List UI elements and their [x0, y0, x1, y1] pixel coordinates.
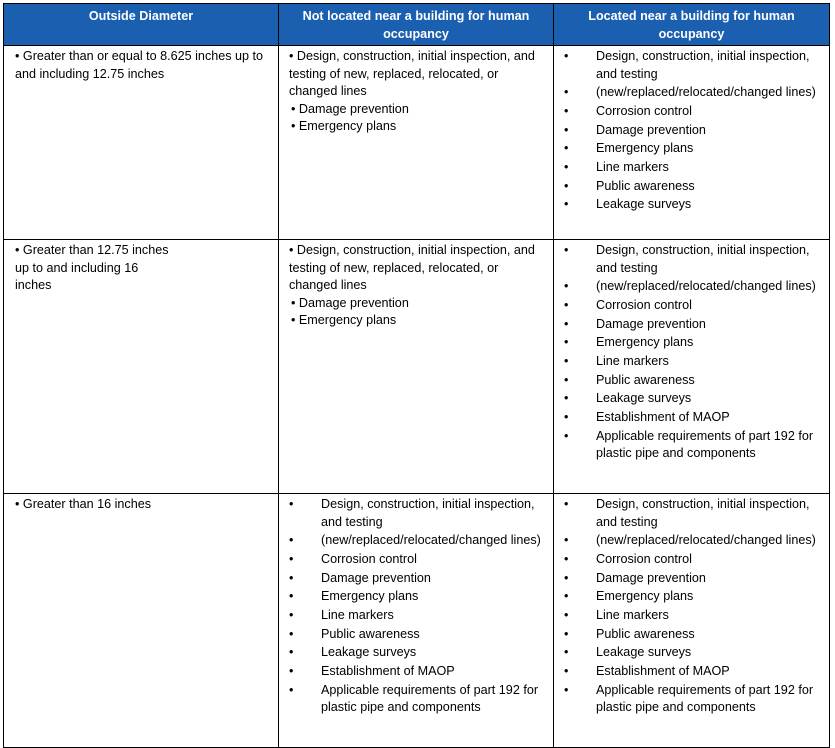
bullet-icon: • [289, 664, 294, 678]
not-near-cell [279, 494, 554, 748]
bullet-icon: • [564, 428, 569, 443]
bullet-icon: • [289, 607, 294, 622]
list-item: • Damage prevention [291, 295, 409, 310]
near-cell [554, 494, 830, 748]
list-item: • Corrosion control [560, 103, 825, 121]
list-item: • Corrosion control [560, 297, 825, 315]
bullet-icon: • [564, 607, 569, 622]
list-item: • Applicable requirements of part 192 for plastic pipe and components [564, 428, 814, 461]
bullet-icon: • [564, 664, 569, 678]
bullet-icon: • [289, 570, 294, 585]
bullet-icon: • [564, 626, 569, 641]
bullet-icon: • [564, 297, 569, 312]
table-row [4, 46, 830, 240]
bullet-icon: • [564, 85, 569, 100]
list-item: • Emergency plans [291, 119, 397, 133]
list-item: • (new/replaced/relocated/changed lines) [285, 532, 549, 550]
list-item: • Emergency plans [560, 140, 825, 158]
list-item: • (new/replaced/relocated/changed lines) [560, 532, 825, 550]
list-item: • Leakage surveys [560, 390, 825, 408]
bullet-icon: • [564, 178, 569, 193]
bullet-icon: • [564, 316, 569, 331]
list-item: • Emergency plans [285, 588, 549, 606]
list-item: • Public awareness [560, 178, 825, 196]
list-item: • Public awareness [560, 372, 825, 390]
table-row [4, 494, 830, 748]
list-item: • Damage prevention [291, 101, 409, 116]
list-item: • Emergency plans [291, 313, 397, 327]
list-item: • Design, construction, initial inspection, and testing of new, replaced, relocated, or changed lines [289, 49, 535, 98]
list-item: • Line markers [560, 159, 825, 177]
list-item: • Design, construction, initial inspection, and testing of new, replaced, relocated, or changed lines [289, 243, 535, 292]
bullet-icon: • [289, 626, 294, 641]
list-item: • Line markers [285, 607, 549, 625]
bullet-icon: • [564, 682, 569, 697]
list-item: • (new/replaced/relocated/changed lines) [560, 84, 825, 102]
bullet-icon: • [289, 645, 294, 660]
bullet-icon: • [564, 49, 569, 63]
list-item: • Line markers [560, 607, 825, 625]
header-not-near-building: Not located near a building for human occupancy [279, 4, 554, 46]
table-row [4, 240, 830, 494]
header-row [4, 4, 830, 46]
list-item: • Public awareness [285, 626, 549, 644]
bullet-icon: • [289, 497, 294, 511]
diameter-cell [4, 494, 279, 748]
diameter-text: • Greater than or equal to 8.625 inches up to and including 12.75 inches [15, 49, 264, 81]
diameter-text: • Greater than 16 inches [15, 497, 152, 511]
diameter-text: up to and including 16 [15, 260, 139, 275]
list-item: • Public awareness [560, 626, 825, 644]
list-item: • Corrosion control [285, 551, 549, 569]
bullet-icon: • [564, 391, 569, 406]
near-cell [554, 240, 830, 494]
bullet-icon: • [564, 645, 569, 660]
list-item: • Establishment of MAOP [285, 663, 549, 681]
list-item: • (new/replaced/relocated/changed lines) [560, 278, 825, 296]
bullet-icon: • [564, 353, 569, 368]
list-item: • Applicable requirements of part 192 for plastic pipe and components [289, 682, 539, 715]
list-item: • Design, construction, initial inspection, and testing [289, 497, 535, 529]
bullet-icon: • [289, 589, 294, 604]
list-item: • Leakage surveys [560, 644, 825, 662]
bullet-icon: • [564, 122, 569, 137]
bullet-icon: • [289, 551, 294, 566]
list-item: • Applicable requirements of part 192 for plastic pipe and components [564, 682, 814, 715]
list-item: • Design, construction, initial inspection, and testing [564, 49, 810, 81]
list-item: • Establishment of MAOP [560, 409, 825, 427]
requirements-table [3, 3, 830, 748]
list-item: • Design, construction, initial inspection, and testing [564, 243, 810, 275]
bullet-icon: • [564, 497, 569, 511]
list-item: • Design, construction, initial inspection, and testing [564, 497, 810, 529]
bullet-icon: • [564, 141, 569, 156]
diameter-cell [4, 240, 279, 494]
bullet-icon: • [564, 570, 569, 585]
bullet-icon: • [564, 551, 569, 566]
header-near-building: Located near a building for human occupancy [554, 4, 830, 46]
bullet-icon: • [564, 103, 569, 118]
bullet-icon: • [564, 589, 569, 604]
list-item: • Leakage surveys [285, 644, 549, 662]
list-item: • Leakage surveys [560, 196, 825, 214]
bullet-icon: • [564, 372, 569, 387]
list-item: • Emergency plans [560, 588, 825, 606]
near-cell [554, 46, 830, 240]
list-item: • Emergency plans [560, 334, 825, 352]
list-item: • Establishment of MAOP [560, 663, 825, 681]
bullet-icon: • [564, 410, 569, 424]
list-item: • Damage prevention [560, 122, 825, 140]
list-item: • Corrosion control [560, 551, 825, 569]
diameter-cell [4, 46, 279, 240]
not-near-cell [279, 240, 554, 494]
header-outside-diameter: Outside Diameter [4, 4, 279, 46]
list-item: • Damage prevention [560, 570, 825, 588]
diameter-text: • Greater than 12.75 inches [15, 243, 169, 257]
bullet-icon: • [564, 335, 569, 350]
bullet-icon: • [564, 159, 569, 174]
list-item: • Damage prevention [560, 316, 825, 334]
list-item: • Line markers [560, 353, 825, 371]
bullet-icon: • [564, 197, 569, 212]
not-near-cell [279, 46, 554, 240]
bullet-icon: • [289, 533, 294, 548]
diameter-text: inches [15, 278, 52, 292]
bullet-icon: • [564, 533, 569, 548]
bullet-icon: • [564, 279, 569, 294]
list-item: • Damage prevention [285, 570, 549, 588]
bullet-icon: • [564, 243, 569, 257]
bullet-icon: • [289, 682, 294, 697]
